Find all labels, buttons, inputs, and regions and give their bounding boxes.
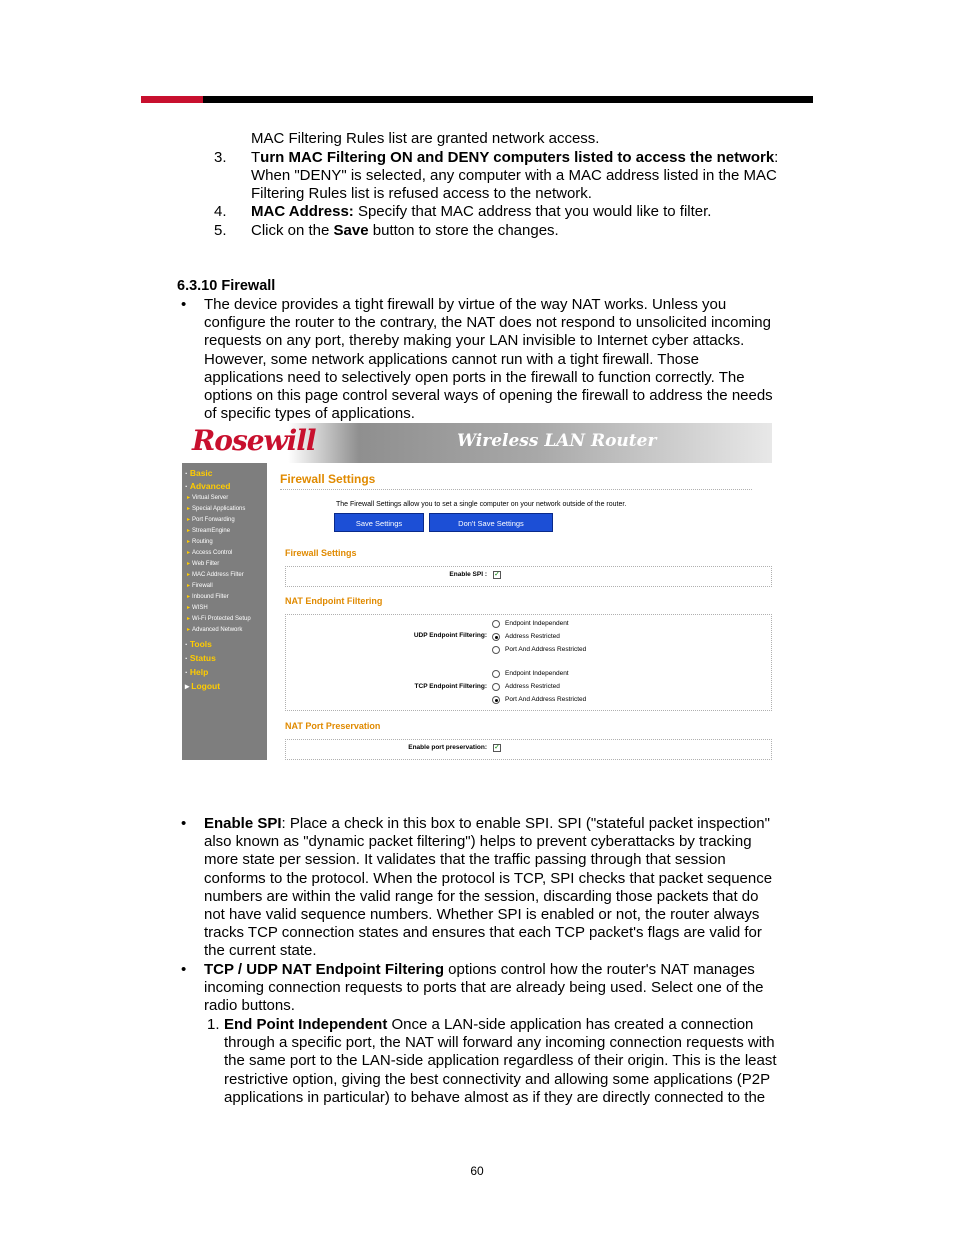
- nav-sub-item[interactable]: ▸ Port Forwarding: [187, 517, 235, 523]
- header-rule-accent: [141, 96, 203, 103]
- firewall-description: The Firewall Settings allow you to set a single computer on your network outside of the router.: [336, 501, 627, 508]
- nav-sub-item[interactable]: ▸ Advanced Network: [187, 627, 243, 633]
- item-1-line: the same port to the LAN-side application regardless of their origin. This is the least: [224, 1052, 777, 1070]
- nav-help[interactable]: · Help: [185, 667, 209, 677]
- nav-sub-item[interactable]: ▸ Routing: [187, 539, 213, 545]
- arrow-icon: ▸: [187, 528, 191, 534]
- nav-sub-item[interactable]: ▸ Wi-Fi Protected Setup: [187, 616, 251, 622]
- firewall-section-title: Firewall Settings: [285, 548, 357, 558]
- option-label: Port And Address Restricted: [505, 696, 587, 703]
- item-3-line-2: When "DENY" is selected, any computer with a MAC address listed in the MAC: [251, 167, 777, 184]
- nav-sub-item[interactable]: ▸ Web Filter: [187, 561, 220, 567]
- enable-spi-checkbox[interactable]: ✓: [494, 571, 500, 578]
- section-heading: 6.3.10 Firewall: [177, 278, 276, 294]
- spi-paragraph: [204, 815, 772, 961]
- option-label: Endpoint Independent: [505, 620, 569, 627]
- intro-line: options on this page control several ways of opening the firewall to address the needs: [204, 387, 773, 405]
- nat-line: incoming connection requests to ports that are already being used. Select one of the: [204, 979, 764, 997]
- intro-line: configure the router to the contrary, the NAT does not respond to unsolicited incoming: [204, 314, 771, 332]
- nat-line: radio buttons.: [204, 997, 295, 1015]
- item-1-line: applications in particular) to behave almost as if they are directly connected to the: [224, 1088, 766, 1106]
- port-preservation-label: Enable port preservation:: [408, 744, 487, 751]
- option-label: Port And Address Restricted: [505, 646, 587, 653]
- udp-endpoint-independent-radio[interactable]: [492, 620, 500, 628]
- router-header-title: Wireless LAN Router: [457, 431, 657, 451]
- nav-sub-item[interactable]: ▸ Inbound Filter: [187, 594, 229, 600]
- item-4-text: MAC Address: Specify that MAC address that you would like to filter.: [251, 203, 712, 220]
- arrow-icon: ▸: [187, 550, 191, 556]
- nav-advanced[interactable]: · Advanced: [185, 481, 231, 491]
- spi-line: not have valid sequence numbers. Whether SPI is enabled or not, the router always: [204, 906, 760, 924]
- item-3-number: 3.: [214, 149, 227, 166]
- arrow-icon: ▸: [187, 627, 191, 633]
- tcp-filtering-label: TCP Endpoint Filtering:: [414, 683, 487, 690]
- arrow-icon: ▸: [187, 495, 191, 501]
- rosewill-logo: Rosewill: [192, 424, 316, 457]
- arrow-icon: ▸: [187, 594, 191, 600]
- nav-sub-item[interactable]: ▸ Firewall: [187, 583, 213, 589]
- arrow-icon: ▸: [187, 572, 191, 578]
- arrow-icon: ▸: [187, 539, 191, 545]
- nav-sub-item[interactable]: ▸ WISH: [187, 605, 208, 611]
- router-screenshot: [182, 423, 772, 760]
- router-sidebar: [182, 463, 267, 760]
- nav-logout[interactable]: ▸ Logout: [185, 681, 221, 691]
- spi-line: the current state.: [204, 942, 317, 960]
- save-settings-button[interactable]: Save Settings: [334, 513, 424, 532]
- item-5-text: Click on the Save button to store the changes.: [251, 222, 559, 239]
- intro-line: However, some network applications cannot run with a tight firewall. Those: [204, 350, 699, 368]
- port-preservation-checkbox[interactable]: ✓: [494, 744, 500, 751]
- dont-save-settings-button[interactable]: Don't Save Settings: [429, 513, 553, 532]
- nav-status[interactable]: · Status: [185, 653, 216, 663]
- option-label: Address Restricted: [505, 683, 560, 690]
- intro-line: The device provides a tight firewall by virtue of the way NAT works. Unless you: [204, 296, 727, 313]
- firewall-section-box: [285, 566, 772, 587]
- nat-paragraph: [204, 961, 764, 1016]
- item-1-line: restrictive option, giving the best connectivity and allowing some applications (P2P: [224, 1070, 771, 1088]
- bullet-symbol: •: [181, 296, 187, 313]
- bullet-symbol: •: [181, 815, 187, 832]
- udp-port-address-restricted-radio[interactable]: [492, 646, 500, 654]
- header-rule: [141, 96, 813, 103]
- tcp-endpoint-independent-radio[interactable]: [492, 670, 500, 678]
- tcp-address-restricted-radio[interactable]: [492, 683, 500, 691]
- option-label: Address Restricted: [505, 633, 560, 640]
- nav-sub-item[interactable]: ▸ Virtual Server: [187, 495, 229, 501]
- udp-address-restricted-radio[interactable]: [492, 633, 500, 641]
- intro-paragraph: [204, 296, 773, 423]
- bullet-symbol: •: [181, 961, 187, 978]
- router-header: [182, 423, 772, 463]
- spi-line: more state per session. It validates that the traffic passing through that session: [204, 851, 726, 869]
- nat-endpoint-section-title: NAT Endpoint Filtering: [285, 596, 383, 606]
- item-1-line: through a specific port, the NAT will forward any incoming connection requests with: [224, 1034, 775, 1052]
- item-3-line-1: Turn MAC Filtering ON and DENY computers listed to access the network:: [251, 149, 779, 166]
- arrow-icon: ▸: [187, 605, 191, 611]
- spi-line: also known as "dynamic packet filtering") helps to prevent cyberattacks by tracking: [204, 833, 752, 851]
- spi-line: tracks TCP connection states and ensures that each TCP packet's flags are valid for: [204, 924, 762, 942]
- nav-tools[interactable]: · Tools: [185, 639, 212, 649]
- nav-sub-item[interactable]: ▸ StreamEngine: [187, 528, 231, 534]
- nav-sub-item[interactable]: ▸ MAC Address Filter: [187, 572, 244, 578]
- option-label: Endpoint Independent: [505, 670, 569, 677]
- intro-line: applications need to selectively open ports in the firewall to function correctly. The: [204, 368, 745, 386]
- endpoint-independent-paragraph: [224, 1016, 777, 1107]
- item-3-line-3: Filtering Rules list is refused access to the network.: [251, 185, 592, 202]
- spi-line: Enable SPI: Place a check in this box to enable SPI. SPI ("stateful packet inspection": [204, 815, 770, 832]
- nat-line: TCP / UDP NAT Endpoint Filtering options control how the router's NAT manages: [204, 961, 755, 978]
- item-1-number: 1.: [207, 1016, 220, 1033]
- nav-basic[interactable]: · Basic: [185, 468, 213, 478]
- udp-filtering-label: UDP Endpoint Filtering:: [413, 632, 487, 639]
- arrow-icon: ▸: [187, 561, 191, 567]
- arrow-icon: ▸: [187, 616, 191, 622]
- nat-port-preservation-title: NAT Port Preservation: [285, 721, 381, 731]
- spi-line: numbers are within the valid range for the session, discarding those packets that do: [204, 887, 759, 905]
- nav-sub-item[interactable]: ▸ Special Applications: [187, 506, 246, 512]
- enable-spi-label: Enable SPI :: [449, 571, 487, 578]
- item-4-number: 4.: [214, 203, 227, 220]
- divider: [280, 489, 752, 490]
- tcp-port-address-restricted-radio[interactable]: [492, 696, 500, 704]
- firewall-page-title: Firewall Settings: [280, 472, 376, 486]
- port-preservation-box: [285, 739, 772, 760]
- intro-line: of specific types of applications.: [204, 405, 415, 423]
- arrow-icon: ▸: [187, 583, 191, 589]
- arrow-icon: ▸: [187, 517, 191, 523]
- intro-line: requests on any port, thereby making your LAN invisible to Internet cyber attacks.: [204, 332, 745, 350]
- nav-sub-item[interactable]: ▸ Access Control: [187, 550, 233, 556]
- arrow-icon: ▸: [187, 506, 191, 512]
- item-1-line: End Point Independent Once a LAN-side application has created a connection: [224, 1016, 754, 1033]
- spi-line: conforms to the protocol. When the protocol is TCP, SPI checks that packet sequence: [204, 869, 773, 887]
- page-number: 60: [470, 1164, 484, 1178]
- mac-rules-line: MAC Filtering Rules list are granted network access.: [251, 130, 600, 147]
- item-5-number: 5.: [214, 222, 227, 239]
